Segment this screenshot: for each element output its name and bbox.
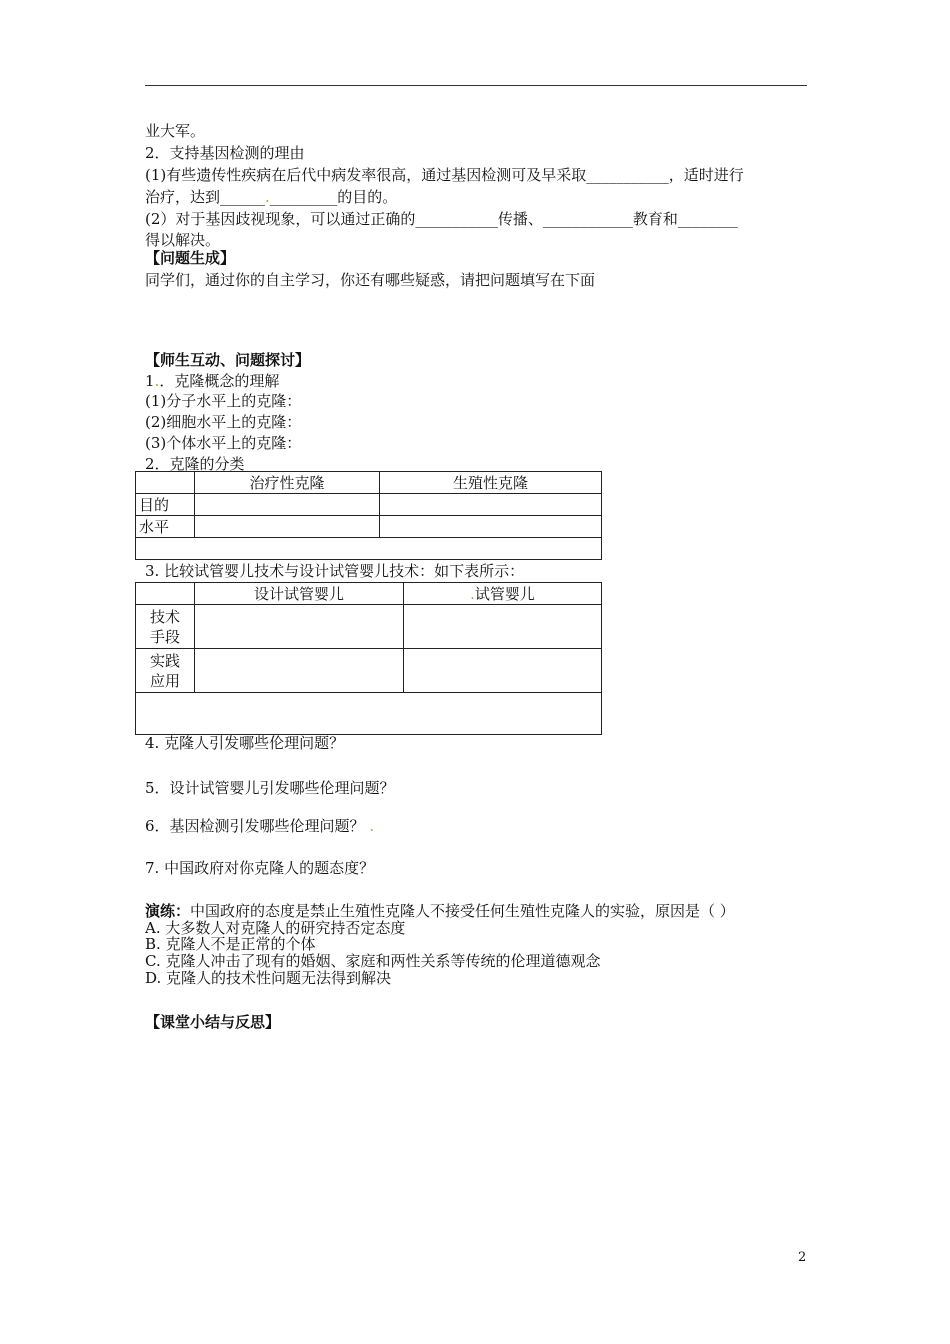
table-cell [195, 605, 404, 649]
table-cell [136, 693, 602, 735]
page-number: 2 [798, 1250, 807, 1265]
mark-dot: . [265, 188, 270, 206]
text-line: 5．设计试管婴儿引发哪些伦理问题？ [145, 779, 395, 797]
section-heading: 【问题生成】 [145, 249, 236, 267]
text-line [145, 371, 279, 391]
table-cell [136, 583, 195, 605]
text-line: (1)有些遗传性疾病在后代中病发率很高，通过基因检测可及早采取___________，适时进行 [145, 166, 744, 184]
text-line: (2）对于基因歧视现象，可以通过正确的___________传播、____________教育和________ [145, 210, 738, 228]
option-b: B. 克隆人不是正常的个体 [145, 935, 316, 953]
table-header: 生殖性克隆 [380, 472, 602, 494]
table-header [404, 583, 602, 605]
table-cell [195, 516, 380, 538]
table-cell [404, 605, 602, 649]
table-cell [380, 516, 602, 538]
text-line [145, 187, 397, 207]
text-span: ．克隆概念的理解 [159, 372, 280, 390]
text-line: 7. 中国政府对你克隆人的题态度？ [145, 859, 375, 877]
text-span: 6．基因检测引发哪些伦理问题？ [145, 817, 365, 835]
table-header: 治疗性克隆 [195, 472, 380, 494]
option-c: C. 克隆人冲击了现有的婚姻、家庭和两性关系等传统的伦理道德观念 [145, 952, 601, 970]
mark-dot: . [364, 817, 375, 835]
text-line: (2)细胞水平上的克隆： [145, 413, 302, 431]
text-span: 技术 [149, 607, 180, 626]
table-row-label [136, 649, 195, 693]
text-line: 4. 克隆人引发哪些伦理问题？ [145, 734, 345, 752]
exercise-label: 演练： [145, 902, 191, 920]
text-line: 同学们，通过你的自主学习，你还有哪些疑惑，请把问题填写在下面 [145, 271, 596, 289]
text-line: 得以解决。 [145, 231, 221, 249]
table-cell [404, 649, 602, 693]
text-span: 治疗，达到______ [145, 188, 266, 206]
text-line: 2．支持基因检测的理由 [145, 144, 305, 162]
table-cell [136, 472, 195, 494]
exercise-text: 中国政府的态度是禁止生殖性克隆人不接受任何生殖性克隆人的实验，原因是（ ） [190, 902, 735, 920]
text-line: (1)分子水平上的克隆： [145, 392, 302, 410]
table-cell [136, 538, 602, 560]
table-cell [380, 494, 602, 516]
text-line: 2．克隆的分类 [145, 455, 245, 473]
text-span: _________的目的。 [269, 188, 398, 206]
option-a: A. 大多数人对克隆人的研究持否定态度 [145, 919, 406, 937]
ivf-comparison-table [135, 582, 602, 735]
text-line: 3. 比较试管婴儿技术与设计试管婴儿技术：如下表所示： [145, 562, 525, 580]
text-span: 实践 [149, 651, 180, 670]
text-line: (3)个体水平上的克隆： [145, 434, 302, 452]
text-line [145, 816, 374, 836]
option-d: D. 克隆人的技术性问题无法得到解决 [145, 969, 392, 987]
table-row-label: 水平 [136, 516, 195, 538]
mark-dot: . [154, 372, 160, 390]
section-heading: 【师生互动、问题探讨】 [145, 351, 311, 369]
text-span: 1 [145, 372, 155, 390]
table-header-label: 试管婴儿 [474, 584, 535, 603]
text-span: 应用 [149, 671, 180, 690]
text-span: 手段 [149, 627, 180, 646]
table-cell [195, 494, 380, 516]
header-rule [145, 85, 807, 86]
cloning-classification-table [135, 471, 602, 560]
table-row-label: 目的 [136, 494, 195, 516]
section-heading: 【课堂小结与反思】 [145, 1013, 281, 1031]
table-cell [195, 649, 404, 693]
text-line: 业大军。 [145, 122, 206, 140]
table-header: 设计试管婴儿 [195, 583, 404, 605]
table-row-label [136, 605, 195, 649]
mark-dot: . [470, 584, 475, 603]
